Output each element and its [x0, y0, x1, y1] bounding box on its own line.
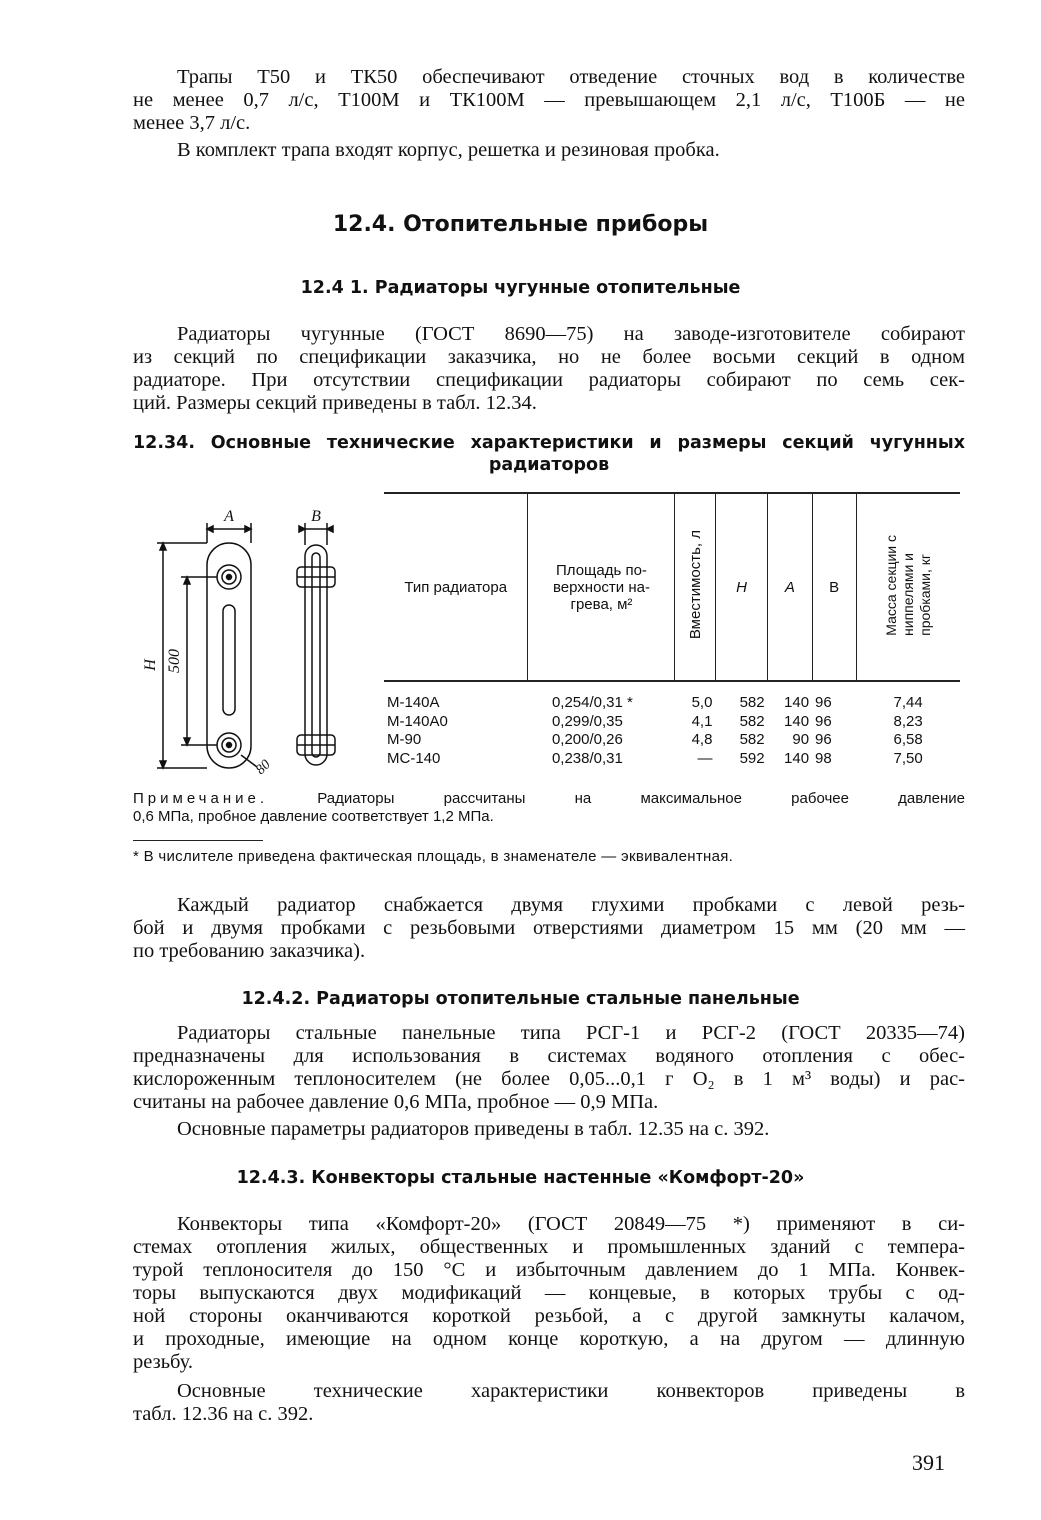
cell-h: 582: [739, 712, 765, 730]
cell-type: М-140А: [387, 694, 440, 711]
page-number: 391: [912, 1450, 945, 1475]
cell-volume: —: [697, 749, 713, 767]
paragraph-cast-iron-radiators: [133, 323, 965, 415]
paragraph-steel-panel-radiators: [133, 1022, 965, 1114]
text-line: из секций по спецификации заказчика, но не более восьми секций в одном: [133, 346, 965, 368]
cell-area: 0,238/0,31: [551, 749, 623, 767]
column-header-volume: Вместимость, л: [675, 493, 715, 681]
cell-mass: 8,23: [893, 712, 923, 730]
text-line: турой теплоносителя до 150 °С и избыточным давлением до 1 МПа. Конвек-: [133, 1259, 965, 1281]
table-header-row: [384, 493, 960, 681]
dimension-label-h: H: [142, 659, 159, 671]
text-line: не менее 0,7 л/с, Т100М и ТК100М — превышающем 2,1 л/с, Т100Б — не: [133, 89, 965, 111]
note-label: Примечание.: [133, 790, 268, 807]
text-line: торы выпускаются двух модификаций — концевые, в которых трубы с од-: [133, 1282, 965, 1304]
text-line: Основные технические характеристики конвекторов приведены в: [177, 1380, 965, 1402]
table-row: [384, 750, 960, 769]
cell-type: МС-140: [387, 749, 441, 767]
text-line: Трапы Т50 и ТК50 обеспечивают отведение сточных вод в количестве: [177, 66, 965, 88]
cell-volume: 5,0: [691, 694, 713, 711]
table-row: [384, 681, 960, 713]
text-line: В комплект трапа входят корпус, решетка и резиновая пробка.: [177, 139, 720, 161]
table-caption-line: радиаторов: [488, 455, 610, 475]
cell-a: 140: [784, 694, 810, 711]
note-line: 0,6 МПа, пробное давление соответствует 1,2 МПа.: [133, 808, 494, 825]
cell-b: 96: [815, 731, 832, 748]
cell-mass: 7,50: [893, 749, 923, 767]
text-line: Основные параметры радиаторов приведены в табл. 12.35 на с. 392.: [177, 1118, 770, 1140]
cell-mass: 7,44: [893, 694, 923, 711]
text-line: табл. 12.36 на с. 392.: [133, 1403, 314, 1425]
column-header-a: A: [768, 493, 812, 681]
radiator-section-drawing: [135, 505, 375, 780]
cell-a: 90: [792, 731, 810, 748]
note-line: Примечание. Радиаторы рассчитаны на максимальное рабочее давление: [133, 790, 965, 807]
table-caption: [133, 432, 965, 476]
text-line: Каждый радиатор снабжается двумя глухими пробками с левой резь-: [177, 894, 965, 916]
dimension-label-500: 500: [166, 649, 183, 673]
cell-volume: 4,8: [691, 731, 713, 748]
paragraph-drains-capacity: [133, 66, 965, 135]
text-line: кислороженным теплоносителем (не более 0,05...0,1 г O₂ в 1 м³ воды) и рас-: [133, 1068, 965, 1090]
text-line: и проходные, имеющие на одном конце короткую, а на другом — длинную: [133, 1328, 965, 1350]
column-header-area: Площадь по- верхности на- грева, м²: [528, 493, 675, 681]
cell-a: 140: [784, 749, 810, 767]
table-row: [384, 713, 960, 732]
text-line: по требованию заказчика).: [133, 940, 366, 962]
cell-area: 0,200/0,26: [551, 731, 623, 748]
table-caption-line: 12.34. Основные технические характеристики и размеры секций чугунных: [133, 433, 965, 453]
cell-b: 96: [815, 694, 832, 711]
cell-h: 582: [739, 731, 765, 748]
radiator-side-view: [305, 545, 327, 765]
text-line: Радиаторы стальные панельные типа РСГ-1 и РСГ-2 (ГОСТ 20335—74): [177, 1022, 965, 1044]
text-line: ций. Размеры секций приведены в табл. 12.34.: [133, 392, 537, 414]
text-line: считаны на рабочее давление 0,6 МПа, пробное — 0,9 МПа.: [133, 1091, 659, 1113]
text-line: Конвекторы типа «Комфорт-20» (ГОСТ 20849—75 *) применяют в си-: [177, 1213, 965, 1235]
cell-type: М-90: [387, 731, 422, 748]
subsection-title-convectors: 12.4.3. Конвекторы стальные настенные «Комфорт-20»: [236, 1168, 805, 1188]
paragraph-drain-kit: [177, 139, 965, 162]
column-header-b: B: [812, 493, 856, 681]
cell-b: 98: [815, 749, 832, 767]
dimension-label-a: A: [224, 508, 234, 525]
text-line: предназначены для использования в системах водяного отопления с обес-: [133, 1045, 965, 1067]
column-header-mass: Масса секции сниппелями ипробками, кг: [856, 493, 960, 681]
paragraph-plugs: [133, 894, 965, 963]
dimension-label-80: 80: [253, 757, 274, 778]
cell-a: 140: [784, 712, 810, 730]
table-note: [133, 790, 965, 826]
text-line: бой и двумя пробками с резьбовыми отверстиями диаметром 15 мм (20 мм —: [133, 917, 965, 939]
cell-mass: 6,58: [893, 731, 923, 748]
footnote-divider: [133, 840, 263, 841]
section-title: 12.4. Отопительные приборы: [332, 212, 709, 237]
table-footnote: * В числителе приведена фактическая площадь, в знаменателе — эквивалентная.: [133, 848, 734, 865]
cell-type: М-140А0: [387, 712, 448, 730]
column-header-h: H: [715, 493, 767, 681]
text-line: Радиаторы чугунные (ГОСТ 8690—75) на заводе-изготовителе собирают: [177, 323, 965, 345]
column-header-type: Тип радиатора: [384, 493, 528, 681]
text-line: резьбу.: [133, 1351, 194, 1373]
cell-h: 592: [739, 749, 765, 767]
text-line: менее 3,7 л/с.: [133, 112, 251, 134]
text-line: ной стороны оканчиваются короткой резьбой, а с другой замкнуты калачом,: [133, 1305, 965, 1327]
cell-area: 0,254/0,31 *: [551, 694, 633, 711]
radiator-spec-table: [384, 492, 960, 768]
dimension-label-b: B: [311, 508, 321, 525]
subsection-title-steel-panel: 12.4.2. Радиаторы отопительные стальные панельные: [241, 989, 800, 1009]
cell-volume: 4,1: [691, 712, 713, 730]
cell-b: 96: [815, 712, 832, 730]
text-line: стемах отопления жилых, общественных и промышленных зданий с темпера-: [133, 1236, 965, 1258]
paragraph-convectors-reference: [133, 1380, 965, 1426]
text-line: радиаторе. При отсутствии спецификации радиаторы собирают по семь сек-: [133, 369, 965, 391]
cell-h: 582: [739, 694, 765, 711]
cell-area: 0,299/0,35: [551, 712, 623, 730]
subsection-title-cast-iron: 12.4 1. Радиаторы чугунные отопительные: [300, 278, 741, 298]
paragraph-steel-panel-params: [177, 1118, 965, 1141]
paragraph-convectors: [133, 1213, 965, 1374]
table-row: [384, 731, 960, 750]
